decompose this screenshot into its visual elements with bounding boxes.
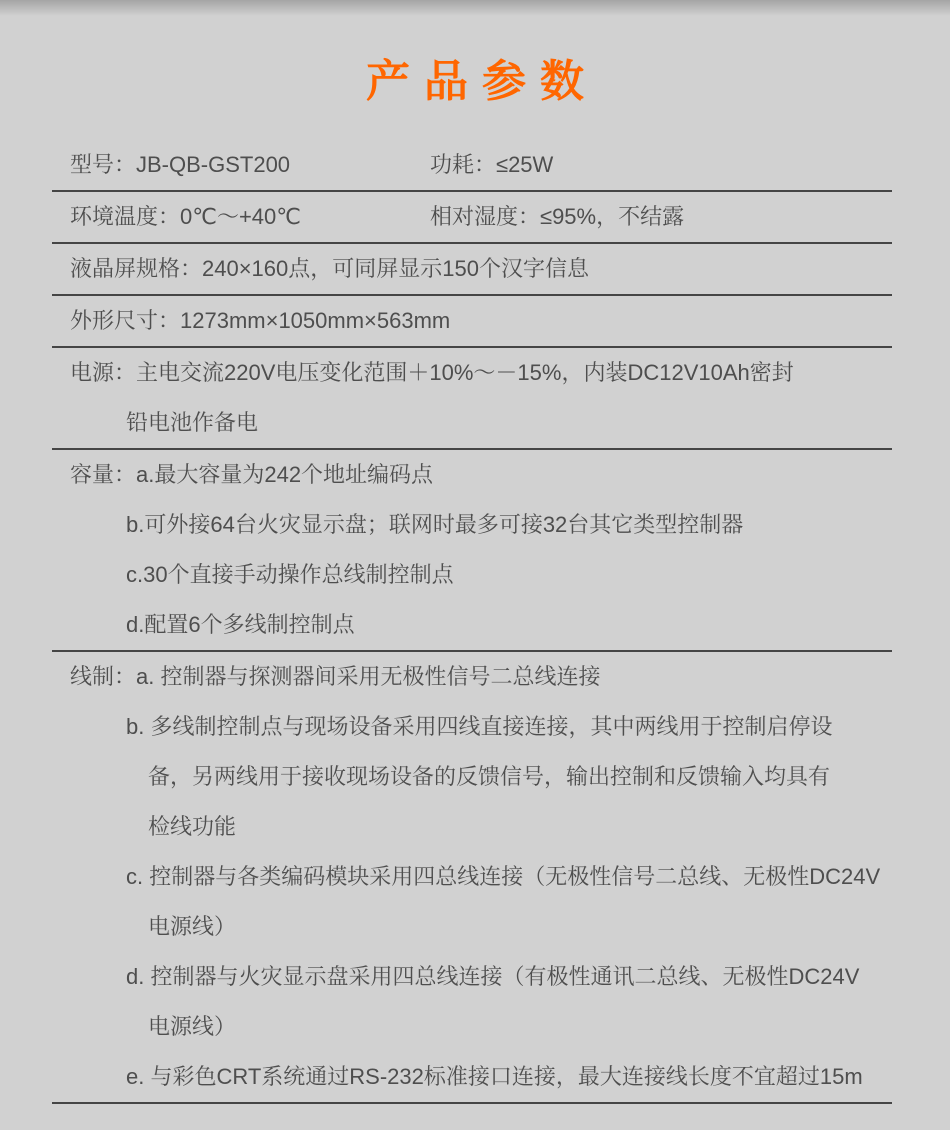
spec-line: 铅电池作备电 (126, 410, 259, 435)
spec-row-lcd-spec (52, 244, 892, 296)
spec-line: 电源：主电交流220V电压变化范围＋10%～－15%，内装DC12V10Ah密封 (70, 360, 794, 385)
spec-line: c. 控制器与各类编码模块采用四总线连接（无极性信号二总线、无极性DC24V (126, 864, 881, 889)
spec-table (52, 140, 892, 1104)
spec-line: 液晶屏规格：240×160点，可同屏显示150个汉字信息 (70, 256, 589, 281)
spec-row-wiring (52, 652, 892, 1104)
spec-row-model-power (52, 140, 892, 192)
spec-row-power-supply (52, 348, 892, 450)
spec-line: 备，另两线用于接收现场设备的反馈信号，输出控制和反馈输入均具有 (148, 764, 831, 789)
spec-line: c.30个直接手动操作总线制控制点 (126, 562, 454, 587)
spec-cell-right: 相对湿度：≤95%，不结露 (430, 204, 685, 229)
spec-cell-left: 型号：JB-QB-GST200 (70, 152, 291, 177)
spec-row-capacity (52, 450, 892, 652)
spec-line: d. 控制器与火灾显示盘采用四总线连接（有极性通讯二总线、无极性DC24V (126, 964, 860, 989)
spec-line: b.可外接64台火灾显示盘；联网时最多可接32台其它类型控制器 (126, 512, 744, 537)
spec-line: 外形尺寸：1273mm×1050mm×563mm (70, 308, 451, 333)
page-title: 产品参数 (366, 57, 598, 106)
spec-line: 电源线） (148, 914, 237, 939)
spec-row-dimensions (52, 296, 892, 348)
top-shadow-divider (0, 0, 950, 16)
spec-cell-right: 功耗：≤25W (430, 152, 554, 177)
spec-line: 检线功能 (148, 814, 237, 839)
spec-cell-left: 环境温度：0℃～+40℃ (70, 204, 301, 229)
spec-line: 电源线） (148, 1014, 237, 1039)
spec-line (52, 140, 892, 190)
spec-line: 容量：a.最大容量为242个地址编码点 (70, 462, 434, 487)
spec-line: 线制：a. 控制器与探测器间采用无极性信号二总线连接 (70, 664, 601, 689)
spec-line: d.配置6个多线制控制点 (126, 612, 355, 637)
spec-line: b. 多线制控制点与现场设备采用四线直接连接，其中两线用于控制启停设 (126, 714, 833, 739)
spec-line (52, 192, 892, 242)
spec-row-temperature-humidity (52, 192, 892, 244)
spec-line: e. 与彩色CRT系统通过RS-232标准接口连接，最大连接线长度不宜超过15m (126, 1064, 863, 1089)
